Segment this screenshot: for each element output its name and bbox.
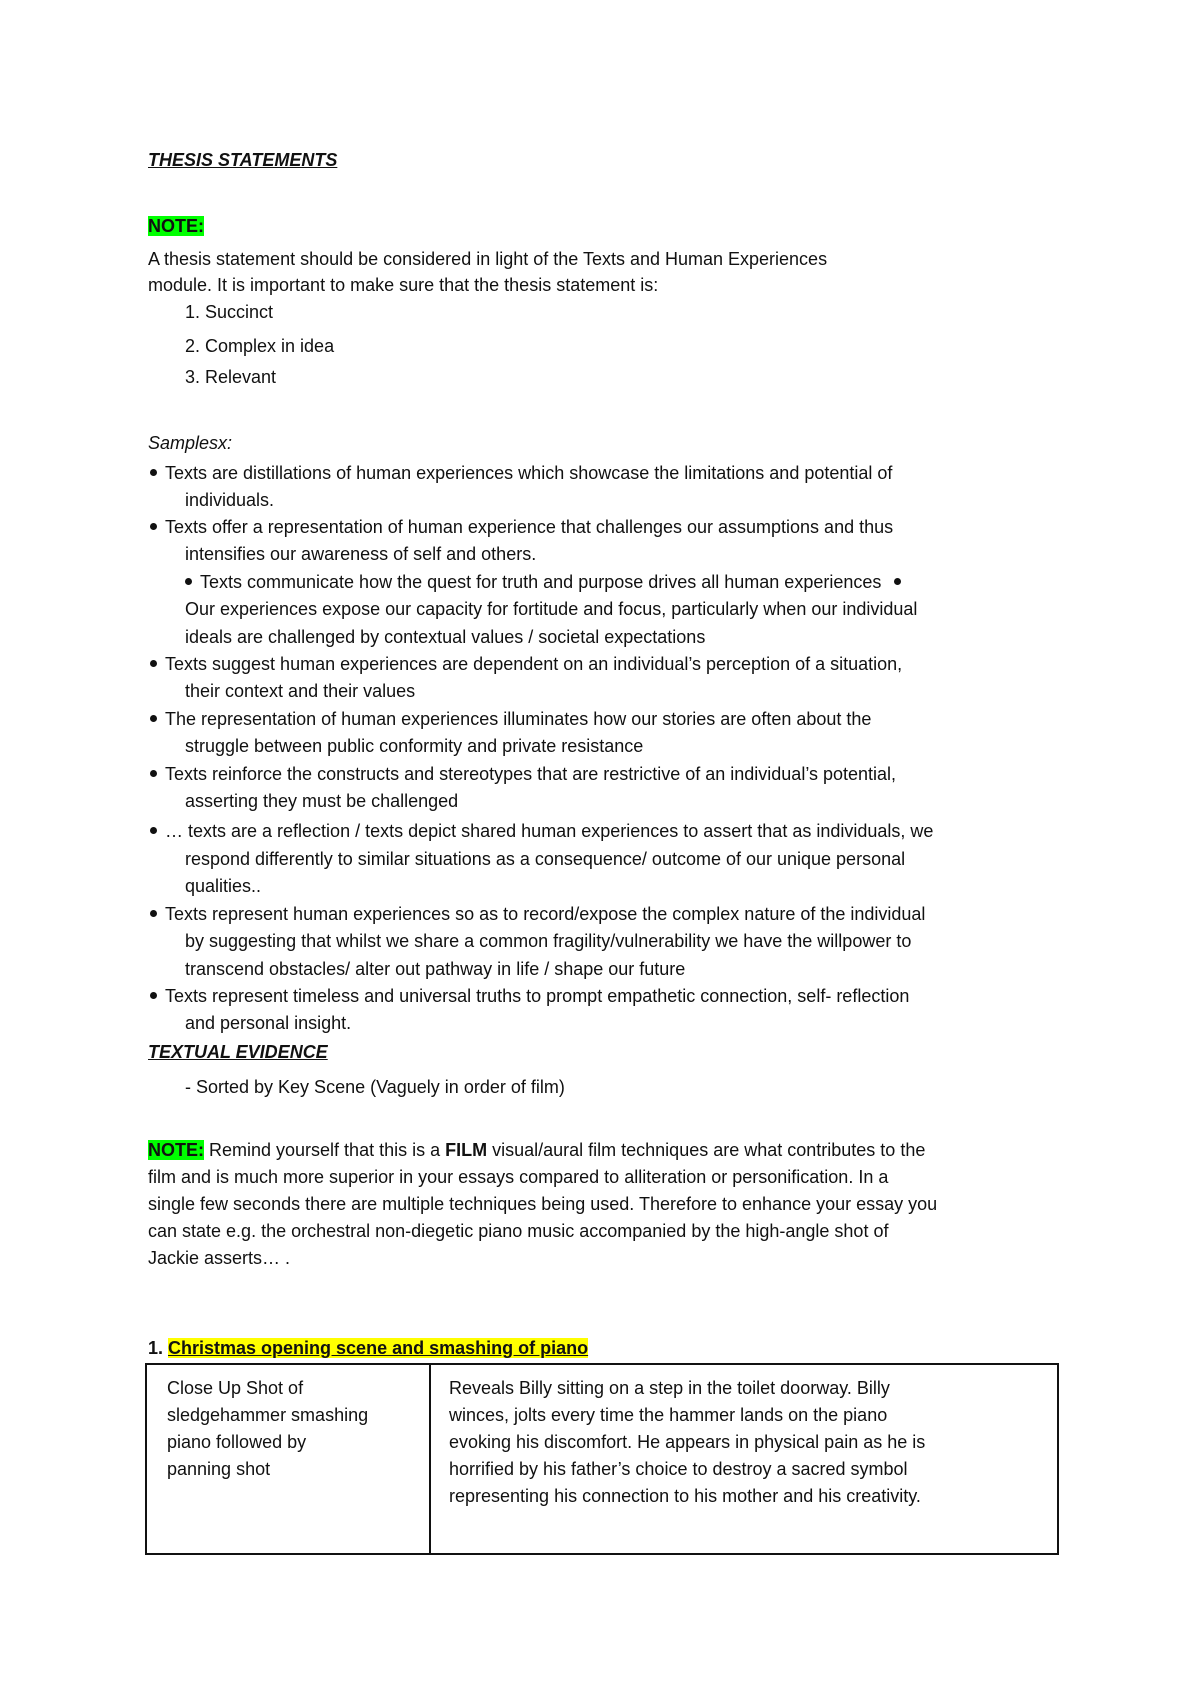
bullet-icon <box>150 523 157 530</box>
criteria-item: 2. Complex in idea <box>185 336 335 356</box>
bullet-icon <box>185 578 192 585</box>
note-paragraph-line: can state e.g. the orchestral non-diegetic piano music accompanied by the high-angle shot of <box>148 1221 889 1241</box>
note-paragraph-line: NOTE: Remind yourself that this is a FILM visual/aural film techniques are what contributes to the <box>148 1140 926 1160</box>
technique-cell-line: sledgehammer smashing <box>167 1405 369 1425</box>
intro-line-2: module. It is important to make sure that the thesis statement is: <box>148 275 659 295</box>
bullet-continuation: struggle between public conformity and private resistance <box>185 736 644 756</box>
bullet-continuation: respond differently to similar situations as a consequence/ outcome of our unique personal <box>185 849 906 869</box>
bullet-continuation: asserting they must be challenged <box>185 791 459 811</box>
bullet-continuation: and personal insight. <box>185 1013 352 1033</box>
bullet-item: Texts offer a representation of human experience that challenges our assumptions and thus <box>150 514 1050 542</box>
bullet-item: … texts are a reflection / texts depict shared human experiences to assert that as individuals, we <box>150 818 1050 846</box>
table-column-divider <box>429 1365 431 1553</box>
bullet-icon <box>150 660 157 667</box>
bullet-continuation: by suggesting that whilst we share a common fragility/vulnerability we have the willpower to <box>185 931 912 951</box>
bullet-continuation: ideals are challenged by contextual values / societal expectations <box>185 627 706 647</box>
bullet-icon <box>150 827 157 834</box>
note-label: NOTE: <box>148 216 204 236</box>
bullet-icon <box>150 992 157 999</box>
bullet-icon <box>150 910 157 917</box>
bullet-icon <box>150 715 157 722</box>
technique-cell-line: piano followed by <box>167 1432 307 1452</box>
bullet-continuation: intensifies our awareness of self and others. <box>185 544 537 564</box>
note-paragraph-line: Jackie asserts… . <box>148 1248 291 1268</box>
bullet-icon <box>894 578 901 585</box>
bullet-item: Texts are distillations of human experiences which showcase the limitations and potential of <box>150 460 1050 488</box>
page-title: THESIS STATEMENTS <box>148 150 338 170</box>
bullet-icon <box>150 469 157 476</box>
technique-cell-line: Close Up Shot of <box>167 1378 304 1398</box>
bullet-continuation: their context and their values <box>185 681 416 701</box>
bullet-continuation: qualities.. <box>185 876 262 896</box>
bullet-item: Texts communicate how the quest for truth and purpose drives all human experiences <box>185 569 1065 597</box>
note-label: NOTE: <box>148 1140 204 1160</box>
bullet-continuation: transcend obstacles/ alter out pathway in life / shape our future <box>185 959 686 979</box>
criteria-item: 3. Relevant <box>185 367 277 387</box>
samples-label: Samplesx: <box>148 433 233 453</box>
scene-heading: 1. Christmas opening scene and smashing of piano <box>148 1338 589 1358</box>
analysis-cell-line: representing his connection to his mother and his creativity. <box>449 1486 921 1506</box>
analysis-cell-line: horrified by his father’s choice to destroy a sacred symbol <box>449 1459 908 1479</box>
analysis-cell-line: evoking his discomfort. He appears in physical pain as he is <box>449 1432 926 1452</box>
evidence-subtitle: - Sorted by Key Scene (Vaguely in order of film) <box>185 1077 565 1097</box>
bullet-continuation: individuals. <box>185 490 275 510</box>
technique-cell-line: panning shot <box>167 1459 271 1479</box>
bullet-item: The representation of human experiences illuminates how our stories are often about the <box>150 706 1050 734</box>
bullet-item: Texts represent human experiences so as to record/expose the complex nature of the individual <box>150 901 1050 929</box>
note-paragraph-line: film and is much more superior in your essays compared to alliteration or personification. In a <box>148 1167 889 1187</box>
bullet-item: Texts reinforce the constructs and stereotypes that are restrictive of an individual’s potential, <box>150 761 1050 789</box>
bullet-icon <box>150 770 157 777</box>
intro-line-1: A thesis statement should be considered in light of the Texts and Human Experiences <box>148 249 828 269</box>
bullet-continuation: Our experiences expose our capacity for fortitude and focus, particularly when our individual <box>185 599 918 619</box>
criteria-item: 1. Succinct <box>185 302 274 322</box>
note-paragraph-line: single few seconds there are multiple techniques being used. Therefore to enhance your essay you <box>148 1194 938 1214</box>
bullet-item: Texts suggest human experiences are dependent on an individual’s perception of a situation, <box>150 651 1050 679</box>
bullet-item: Texts represent timeless and universal truths to prompt empathetic connection, self- reflection <box>150 983 1050 1011</box>
analysis-cell-line: Reveals Billy sitting on a step in the toilet doorway. Billy <box>449 1378 890 1398</box>
analysis-cell-line: winces, jolts every time the hammer lands on the piano <box>449 1405 888 1425</box>
evidence-table <box>145 1363 1059 1555</box>
evidence-title: TEXTUAL EVIDENCE <box>148 1042 328 1062</box>
